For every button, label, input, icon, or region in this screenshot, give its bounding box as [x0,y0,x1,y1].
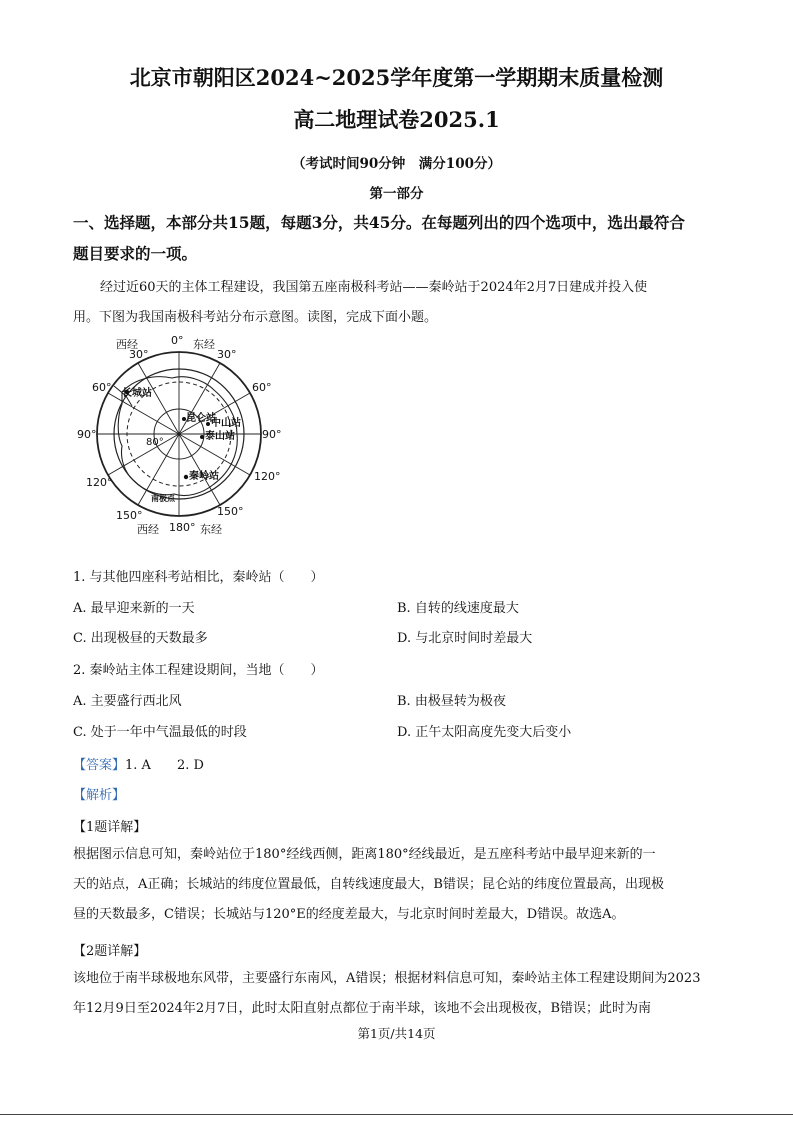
page-title: 北京市朝阳区2024~2025学年度第一学期期末质量检测 [129,65,664,90]
page-number: 第1页/共14页 [357,1026,436,1041]
analysis-tag: 【解析】 [73,788,126,803]
label-nanji: 南极点 [151,494,175,503]
map-label-90-r: 90° [262,428,282,441]
map-label-120-l: 120° [86,476,113,489]
map-label-east-top: 东经 [193,338,215,351]
q1-option-d: D. 与北京时间时差最大 [397,631,533,646]
bottom-divider [0,1114,793,1115]
answer-text: 1. A 2. D [125,758,204,773]
section-heading-line2: 题目要求的一项。 [73,244,198,263]
station-changcheng: 长城站 [122,388,152,399]
station-zhongshan: 中山站 [211,418,241,429]
map-label-west-top: 西经 [116,338,138,351]
detail1-line2: 天的站点，A正确；长城站的纬度位置最低，自转线速度最大，B错误；昆仑站的纬度位置最高，出现极 [73,877,664,892]
detail1-heading: 【1题详解】 [73,820,147,835]
taishan-marker [200,435,204,439]
map-label-0: 0° [171,334,184,347]
q2-option-d: D. 正午太阳高度先变大后变小 [397,725,572,740]
station-kunlun: 昆仑站 [186,413,216,424]
map-label-west-bottom: 西经 [137,523,159,536]
map-label-lat-80: 80° [146,437,164,448]
answer-line [73,754,204,773]
map-label-120-r: 120° [254,470,281,483]
q2-option-c: C. 处于一年中气温最低的时段 [73,725,247,740]
material-line1: 经过近60天的主体工程建设，我国第五座南极科考站——秦岭站于2024年2月7日建成并投入使 [100,280,648,295]
map-label-150-r: 150° [217,505,244,518]
detail2-line1: 该地位于南半球极地东风带，主要盛行东南风，A错误；根据材料信息可知，秦岭站主体工程建设期间为2023 [73,971,701,986]
qinling-marker [184,475,188,479]
part-heading: 第一部分 [369,186,424,202]
map-label-60-r: 60° [252,381,272,394]
q2-stem: 2. 秦岭站主体工程建设期间，当地（ ） [73,663,324,678]
q1-option-a: A. 最早迎来新的一天 [73,601,195,616]
material-line2: 用。下图为我国南极科考站分布示意图。读图，完成下面小题。 [73,310,438,325]
answer-tag: 【答案】 [73,758,126,773]
detail2-line2: 年12月9日至2024年2月7日，此时太阳直射点都位于南半球，该地不会出现极夜，B错误；此时为南 [73,1001,651,1016]
map-label-90-l: 90° [77,428,97,441]
map-label-east-bottom: 东经 [200,523,222,536]
q2-option-a: A. 主要盛行西北风 [73,694,182,709]
section-heading-line1: 一、选择题，本部分共15题，每题3分，共45分。在每题列出的四个选项中，选出最符合 [73,213,685,232]
antarctic-station-map [74,334,284,538]
map-label-30-tr: 30° [217,348,237,361]
detail2-heading: 【2题详解】 [73,944,147,959]
station-taishan: 泰山站 [205,431,235,442]
station-qinling: 秦岭站 [189,471,219,482]
page-subtitle: 高二地理试卷2025.1 [293,107,500,132]
map-label-150-l: 150° [116,509,143,522]
q1-stem: 1. 与其他四座科考站相比，秦岭站（ ） [73,570,324,585]
detail1-line3: 昼的天数最多，C错误；长城站与120°E的经度差最大，与北京时间时差最大，D错误。故选A。 [73,907,625,922]
q1-option-b: B. 自转的线速度最大 [397,601,519,616]
detail1-line1: 根据图示信息可知，秦岭站位于180°经线西侧，距离180°经线最近，是五座科考站中最早迎来新的一 [73,847,656,862]
q1-option-c: C. 出现极昼的天数最多 [73,631,208,646]
map-label-30-tl: 30° [129,348,149,361]
map-label-180: 180° [169,521,196,534]
exam-info: （考试时间90分钟 满分100分） [292,156,501,172]
q2-option-b: B. 由极昼转为极夜 [397,694,506,709]
map-label-60-l: 60° [92,381,112,394]
